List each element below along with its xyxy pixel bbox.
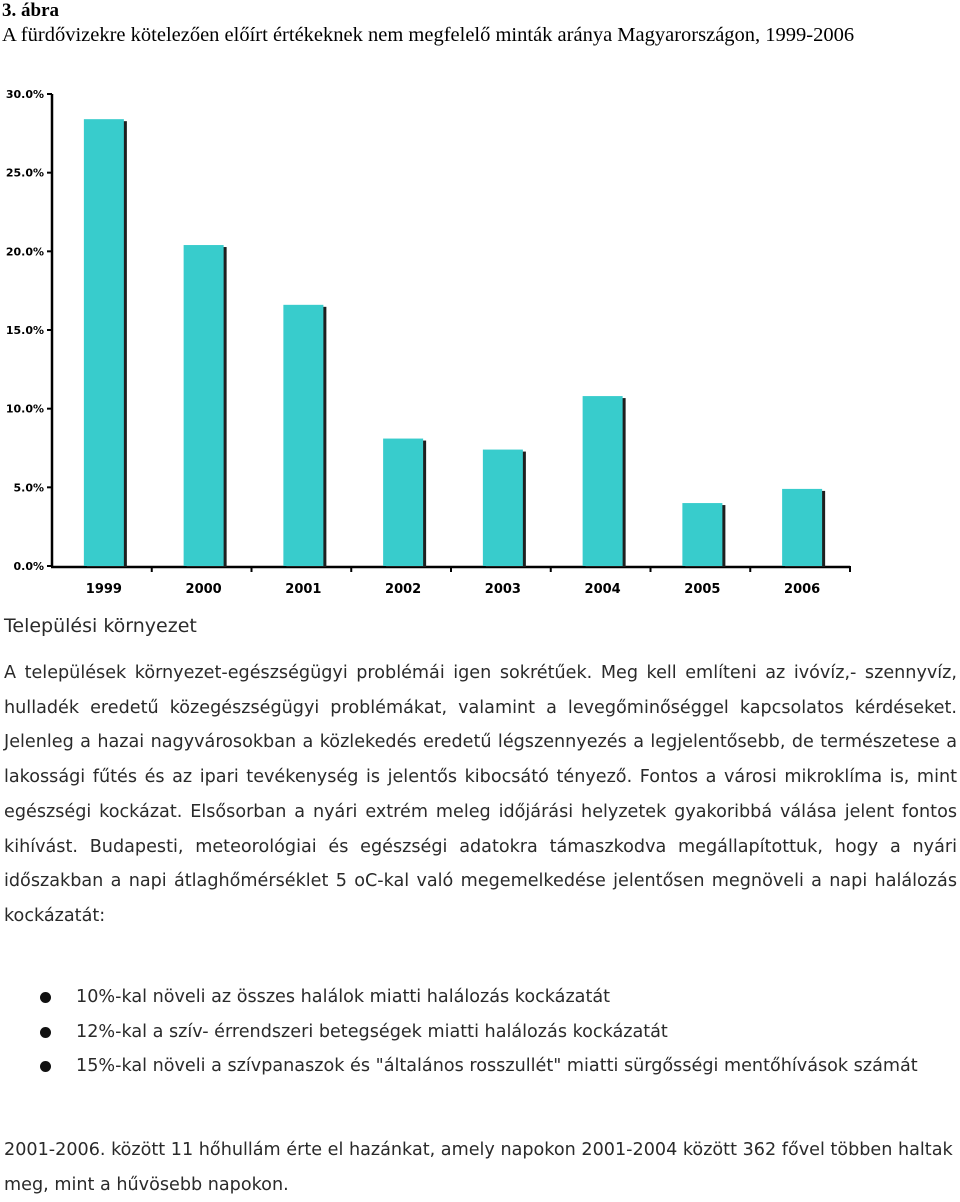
list-item-text: 15%-kal növeli a szívpanaszok és "általános rosszullét" miatti sürgősségi mentőhívások számát [76,1056,918,1077]
bullet-icon [40,992,51,1003]
bar [383,439,423,566]
bar-chart [0,82,960,602]
y-tick-label: 5.0% [13,481,44,495]
bar [782,489,822,566]
bar [84,119,124,566]
bullet-icon [40,1061,51,1072]
list-item [4,1049,957,1084]
y-tick-label: 25.0% [5,166,44,180]
bullet-list [4,980,957,1084]
bar [483,450,523,566]
x-tick-label: 2003 [484,582,521,597]
list-item [4,1015,957,1050]
list-item [4,980,957,1015]
y-tick-label: 15.0% [5,324,44,337]
x-tick-label: 2004 [584,582,621,597]
section-title: Települési környezet [4,615,197,637]
bar [184,245,224,566]
x-tick-label: 1999 [85,582,122,597]
y-tick-label: 30.0% [5,88,44,101]
figure-title: A fürdővizekre kötelezően előírt értékeknek nem megfelelő minták aránya Magyarországon, 1999-2006 [2,24,855,46]
x-tick-label: 2005 [684,582,721,597]
list-item-text: 10%-kal növeli az összes halálok miatti halálozás kockázatát [76,987,611,1007]
closing-paragraph: 2001-2006. között 11 hőhullám érte el hazánkat, amely napokon 2001-2004 között 362 fővel többen haltak meg, mint a hűvösebb napokon. [4,1140,953,1195]
y-tick-label: 0.0% [13,560,44,573]
y-tick-label: 20.0% [5,245,44,259]
bar [583,396,623,566]
x-tick-label: 2000 [185,582,222,597]
body-paragraph: A települések környezet-egészségügyi problémái igen sokrétűek. Meg kell említeni az ivóvíz,- szennyvíz, hulladék eredetű közegészségügyi problémákat, valamint a levegőminőséggel kapcsolatos kérdéseket. Jelenleg a hazai nagyvárosokban a közlekedés eredetű légszennyezés a legjelentősebb, de természetese a lakossági fűtés és az ipari tevékenység is jelentős kibocsátó tényező. Fontos a városi mikroklíma is, mint egészségi kockázat. Elsősorban a nyári extrém meleg időjárási helyzetek gyakoribbá válása jelent fontos kihívást. Budapesti, meteorológiai és egészségi adatokra támaszkodva megállapítottuk, hogy a nyári időszakban a napi átlaghőmérséklet 5 oC-kal való megemelkedése jelentősen megnöveli a napi halálozás kockázatát: [4,663,957,926]
list-item-text: 12%-kal a szív- érrendszeri betegségek miatti halálozás kockázatát [76,1021,668,1042]
bar [682,503,722,566]
y-tick-label: 10.0% [5,402,44,416]
bullet-icon [40,1027,51,1038]
bar-chart-svg [0,82,960,602]
bar [283,305,323,566]
x-tick-label: 2002 [385,582,422,597]
x-tick-label: 2001 [285,582,322,597]
figure-number: 3. ábra [2,0,59,21]
x-tick-label: 2006 [784,582,821,597]
